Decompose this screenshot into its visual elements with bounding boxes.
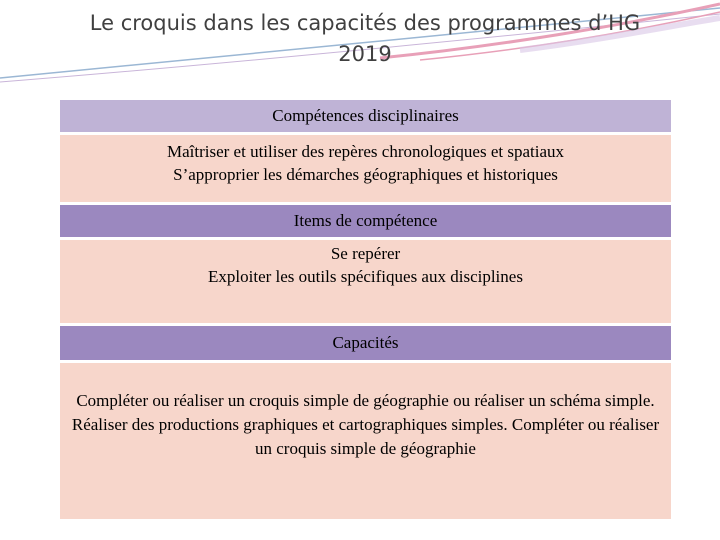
competences-item: S’approprier les démarches géographiques et historiques — [173, 165, 558, 184]
capacites-header-label: Capacités — [332, 333, 399, 352]
slide-title — [40, 8, 690, 70]
slide-title-line-2: 2019 — [338, 42, 392, 66]
capacites-header — [60, 326, 671, 363]
capacites-text: Compléter ou réaliser un croquis simple de géographie ou réaliser un schéma simple. Réaliser des productions graphiques et cartographiques simples. Compléter ou réaliser un croquis simple de géographie — [71, 391, 660, 458]
items-header — [60, 205, 671, 240]
capacites-body — [60, 363, 671, 519]
slide-title-line-1: Le croquis dans les capacités des programmes d’HG — [89, 11, 641, 35]
items-body — [60, 240, 671, 326]
items-item: Se repérer — [330, 244, 401, 263]
items-header-label: Items de compétence — [293, 211, 438, 230]
competences-header — [60, 100, 671, 135]
competences-item: Maîtriser et utiliser des repères chronologiques et spatiaux — [166, 142, 565, 161]
competences-table — [60, 100, 671, 519]
competences-header-label: Compétences disciplinaires — [272, 106, 459, 125]
competences-body — [60, 135, 671, 205]
items-item: Exploiter les outils spécifiques aux disciplines — [208, 267, 523, 286]
